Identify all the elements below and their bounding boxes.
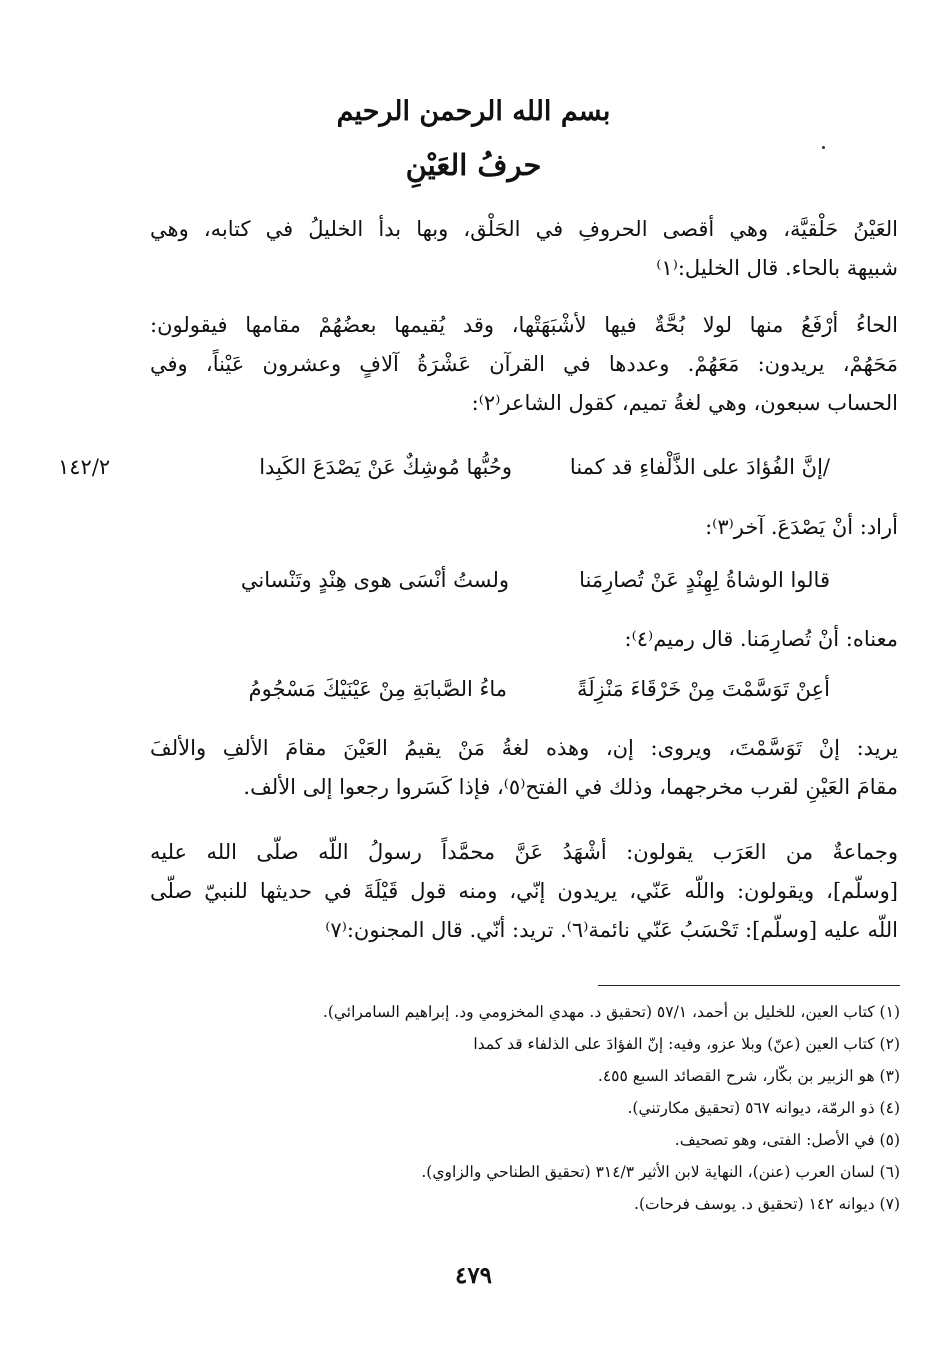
paragraph-2 <box>150 306 898 423</box>
text-line: العَيْنُ حَلْقيَّة، وهي أقصى الحروفِ في الحَلْق، وبها بدأ الخليلُ في كتابه، وهي <box>150 217 898 241</box>
text-line: شبيهة بالحاء. قال الخليل:⁽١⁾ <box>656 256 898 280</box>
verse-3-hemistich-left: ماءُ الصَّبابَةِ مِنْ عَيْنَيْكَ مَسْجُومُ <box>248 677 507 701</box>
verse-2-hemistich-left: ولستُ أنْسَى هوى هِنْدٍ وتَنْساني <box>240 568 509 592</box>
verse-2-hemistich-right: قالوا الوشاةُ لِهِنْدٍ عَنْ تُصارِمَنا <box>579 568 830 592</box>
text-line: مقامَ العَيْنِ لقرب مخرجهما، وذلك في الفتح⁽٥⁾، فإذا كَسَروا رجعوا إلى الألف. <box>243 775 898 799</box>
text-line: الحاءُ أرْفَعُ منها لولا بُحَّةٌ فيها لأشْبَهَتْها، وقد يُقيمها بعضُهُمْ مقامها فيقولون: <box>150 313 898 337</box>
verse-3-hemistich-right: أعِنْ تَوَسَّمْتَ مِنْ خَرْقَاءَ مَنْزِلَةً <box>576 677 830 701</box>
verse-1-hemistich-right: /إنَّ الفُؤادَ على الذَّلْفاءِ قد كمنا <box>569 455 830 479</box>
page-number: ٤٧٩ <box>454 1262 493 1289</box>
chapter-title: حرفُ العَيْنِ <box>405 148 542 182</box>
paragraph-1 <box>150 210 898 288</box>
paragraph-4 <box>150 620 898 659</box>
text-line: أراد: أنْ يَصْدَعَ. آخر⁽٣⁾: <box>705 515 898 539</box>
footnote-2: (٢) كتاب العين (عنّ) وبلا عزو، وفيه: إنّ الفؤادَ على الذلفاء قد كمدا <box>473 1035 900 1053</box>
verse-1-hemistich-left: وحُبُّها مُوشِكٌ عَنْ يَصْدَعَ الكَبِدا <box>259 455 512 479</box>
text-line: الحساب سبعون، وهي لغةُ تميم، كقول الشاعر⁽٢⁾: <box>471 391 898 415</box>
footnote-1: (١) كتاب العين، للخليل بن أحمد، ٥٧/١ (تحقيق د. مهدي المخزومي ود. إبراهيم السامرائي). <box>322 1003 900 1021</box>
footnote-5: (٥) في الأصل: الفتى، وهو تصحيف. <box>674 1131 900 1149</box>
text-line: معناه: أنْ تُصارِمَنا. قال رميم⁽٤⁾: <box>624 627 898 651</box>
text-line: يريد: إنْ تَوَسَّمْتَ، ويروى: إن، وهذه لغةُ مَنْ يقيمُ العَيْنَ مقامَ الألفِ والألفَ <box>150 736 898 760</box>
footnote-7: (٧) ديوانه ١٤٢ (تحقيق د. يوسف فرحات). <box>634 1195 900 1213</box>
margin-reference: ١٤٢/٢ <box>58 455 111 479</box>
paragraph-6 <box>150 833 898 950</box>
paragraph-3 <box>150 508 898 547</box>
footnote-4: (٤) ذو الرمّة، ديوانه ٥٦٧ (تحقيق مكارتني). <box>627 1099 900 1117</box>
text-line: اللّه عليه [وسلّم]: تَحْسَبُ عَنّي نائمة⁽٦⁾. تريد: أنّي. قال المجنون:⁽٧⁾ <box>325 918 898 942</box>
footnote-3: (٣) هو الزبير بن بكّار، شرح القصائد السبع ٤٥٥. <box>597 1067 900 1085</box>
text-line: [وسلّم]، ويقولون: واللّه عَنّي، يريدون إنّي، ومنه قول قَيْلَةَ في حديثها للنبيّ صلّى <box>150 879 898 903</box>
footnote-6: (٦) لسان العرب (عنن)، النهاية لابن الأثير ٣١٤/٣ (تحقيق الطناحي والزاوي). <box>421 1163 900 1181</box>
paragraph-5 <box>150 729 898 807</box>
text-line: وجماعةٌ من العَرَب يقولون: أشْهَدُ عَنَّ محمَّداً رسولُ اللّه صلّى الله عليه <box>150 840 898 864</box>
text-line: مَحَهُمْ، يريدون: مَعَهُمْ. وعددها في القرآن عَشْرَةُ آلافٍ وعشرون عَيْناً، وفي <box>150 352 898 376</box>
footnotes <box>220 996 900 1220</box>
footnote-divider <box>598 985 900 986</box>
basmala-heading: بسم الله الرحمن الرحيم <box>336 96 611 127</box>
